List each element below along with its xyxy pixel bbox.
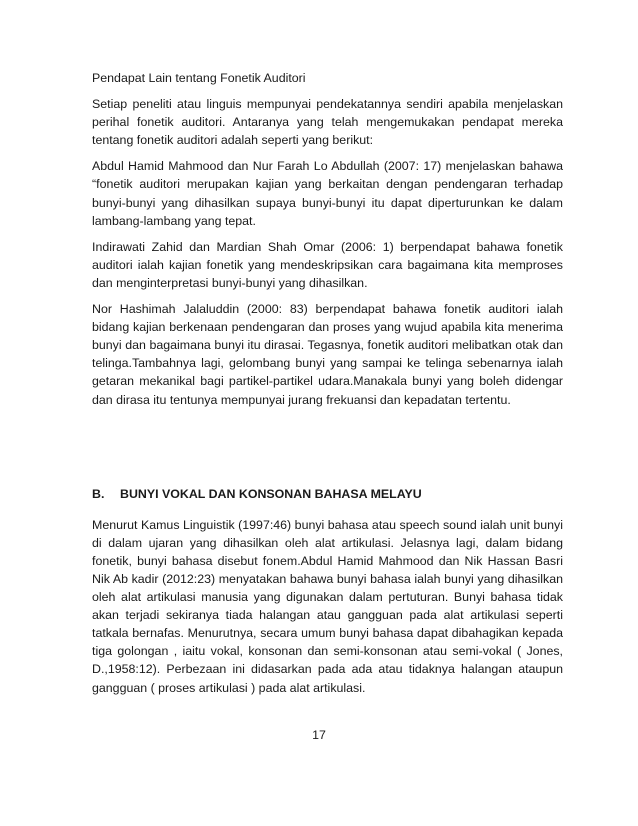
subheading: Pendapat Lain tentang Fonetik Auditori xyxy=(92,71,306,85)
paragraph-indirawati: Indirawati Zahid dan Mardian Shah Omar (2006: 1) berpendapat bahawa fonetik auditori ialah kajian fonetik yang mendeskripsikan cara bagaimana kita memproses dan menginterpretasi bunyi-bunyi yang dihasilkan. xyxy=(92,239,563,290)
paragraph-intro: Setiap peneliti atau linguis mempunyai pendekatannya sendiri apabila menjelaskan perihal fonetik auditori. Antaranya yang telah mengemukakan pendapat mereka tentang fonetik auditori adalah seperti yang berikut: xyxy=(92,97,563,148)
paragraph-nor-hashimah: Nor Hashimah Jalaluddin (2000: 83) berpendapat bahawa fonetik auditori ialah bidang kajian berkenaan pendengaran dan proses yang wujud apabila kita menerima bunyi dan bagaimana bunyi itu dirasai. Tegasnya, fonetik auditori melibatkan otak dan telinga.Tambahnya lagi, gelombang bunyi yang sampai ke telinga sebenarnya ialah getaran mekanikal bagi partikel-partikel udara.Manakala bunyi yang boleh didengar dan dirasa itu tentunya mempunyai jurang frekuansi dan kepadatan tertentu. xyxy=(92,302,563,407)
paragraph-abdul-hamid: Abdul Hamid Mahmood dan Nur Farah Lo Abdullah (2007: 17) menjelaskan bahawa “fonetik auditori merupakan kajian yang berkaitan dengan pendengaran terhadap bunyi-bunyi yang dihasilkan supaya bunyi-bunyi itu dapat diperturunkan ke dalam lambang-lambang yang tepat. xyxy=(92,159,563,228)
page-content xyxy=(92,69,563,705)
paragraph-bunyi-bahasa: Menurut Kamus Linguistik (1997:46) bunyi bahasa atau speech sound ialah unit bunyi di dalam ujaran yang dihasilkan oleh alat artikulasi. Jelasnya lagi, dalam bidang fonetik, bunyi bahasa disebut fonem.Abdul Hamid Mahmood dan Nik Hassan Basri Nik Ab kadir (2012:23) menyatakan bahawa bunyi bahasa ialah bunyi yang dihasilkan oleh alat artikulasi manusia yang digunakan dalam pertuturan. Bunyi bahasa tidak akan terjadi sekiranya tiada halangan atau gangguan pada alat artikulasi seperti tatkala bernafas. Menurutnya, secara umum bunyi bahasa dapat dibahagikan kepada tiga golongan , iaitu vokal, konsonan dan semi-konsonan atau semi-vokal ( Jones, D.,1958:12). Perbezaan ini didasarkan pada ada atau tidaknya halangan ataupun gangguan ( proses artikulasi ) pada alat artikulasi. xyxy=(92,517,563,695)
section-heading xyxy=(92,485,563,503)
section-title-text: BUNYI VOKAL DAN KONSONAN BAHASA MELAYU xyxy=(120,486,422,501)
page-number: 17 xyxy=(312,728,326,742)
section-number: B. xyxy=(92,486,105,501)
